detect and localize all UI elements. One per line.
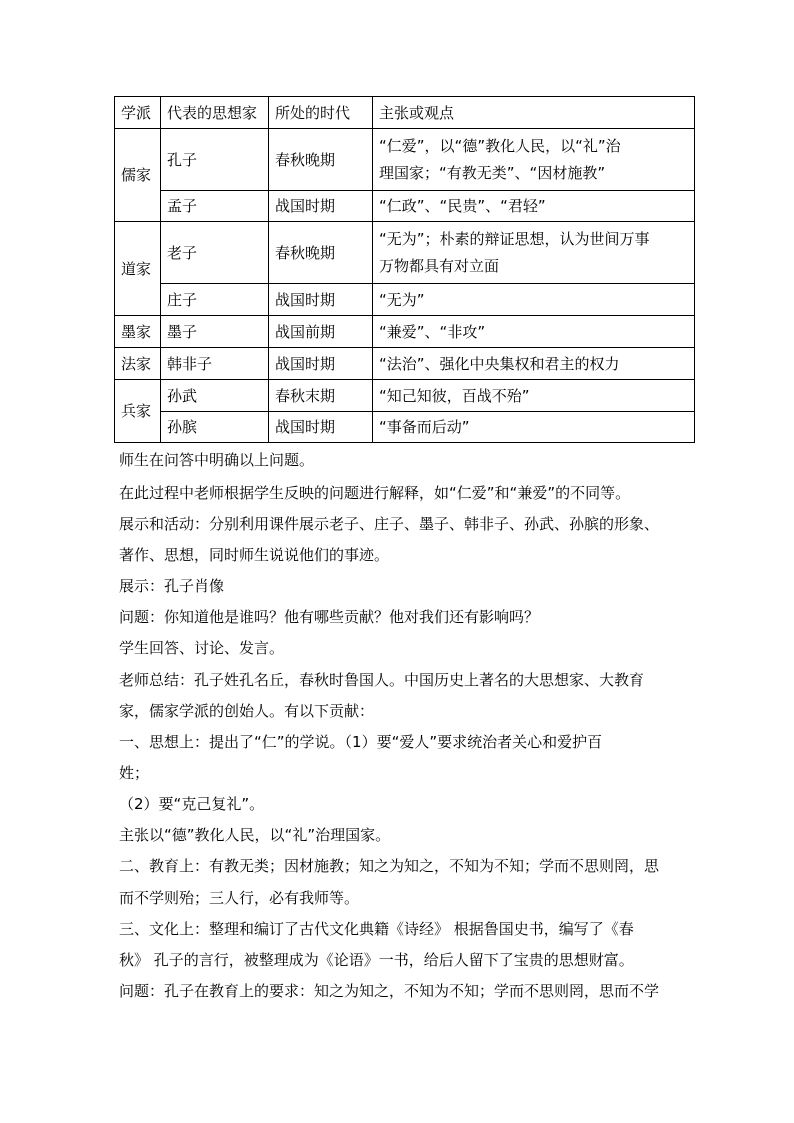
view-cell: “法治”、强化中央集权和君主的权力 xyxy=(373,348,695,380)
era-cell: 战国前期 xyxy=(269,316,373,348)
table-header-row xyxy=(115,97,695,129)
body-line: 问题：你知道他是谁吗？他有哪些贡献？他对我们还有影响吗？ xyxy=(119,608,540,626)
era-cell: 春秋末期 xyxy=(269,380,373,412)
era-cell: 战国时期 xyxy=(269,191,373,222)
body-line: 师生在问答中明确以上问题。 xyxy=(119,451,315,469)
school-cell: 兵家 xyxy=(115,380,161,443)
body-line: 而不学则殆；三人行，必有我师等。 xyxy=(119,889,360,907)
thinker-cell: 孙武 xyxy=(161,380,269,412)
body-line: 一、思想上：提出了“仁”的学说。（1）要“爱人”要求统治者关心和爱护百 xyxy=(119,733,603,751)
view-line: 万物都具有对立面 xyxy=(379,256,500,275)
thinker-cell: 墨子 xyxy=(161,316,269,348)
table-row xyxy=(115,348,695,380)
school-cell: 道家 xyxy=(115,222,161,316)
body-line: 展示和活动：分别利用课件展示老子、庄子、墨子、韩非子、孙武、孙膑的形象、 xyxy=(119,515,660,533)
school-cell: 儒家 xyxy=(115,129,161,222)
table-row xyxy=(115,222,695,284)
body-line: 展示：孔子肖像 xyxy=(119,577,225,595)
view-line: “仁爱”，以“德”教化人民，以“礼”治 xyxy=(379,136,621,155)
thinker-cell: 老子 xyxy=(161,222,269,284)
view-line: “无为”；朴素的辩证思想，认为世间万事 xyxy=(379,229,650,248)
body-line: 问题：孔子在教育上的要求：知之为知之，不知为不知；学而不思则罔，思而不学 xyxy=(119,982,660,1000)
body-line: 三、文化上：整理和编订了古代文化典籍《诗经》 根据鲁国史书，编写了《春 xyxy=(119,920,634,938)
body-line: 著作、思想，同时师生说说他们的事迹。 xyxy=(119,546,390,564)
philosophy-schools-table xyxy=(114,96,695,443)
thinker-cell: 孔子 xyxy=(161,129,269,191)
view-cell: “仁政”、“民贵”、“君轻” xyxy=(373,191,695,222)
era-cell: 春秋晚期 xyxy=(269,129,373,191)
body-line: 在此过程中老师根据学生反映的问题进行解释，如“仁爱”和“兼爱”的不同等。 xyxy=(119,484,631,502)
body-line: 主张以“德”教化人民，以“礼”治理国家。 xyxy=(119,826,391,844)
table-row xyxy=(115,284,695,316)
table-row xyxy=(115,316,695,348)
header-cell-era: 所处的时代 xyxy=(269,97,373,129)
body-line: 秋》 孔子的言行，被整理成为《论语》一书，给后人留下了宝贵的思想财富。 xyxy=(119,951,634,969)
thinker-cell: 孟子 xyxy=(161,191,269,222)
table-row xyxy=(115,380,695,412)
body-line: 姓； xyxy=(119,764,150,782)
table-row xyxy=(115,191,695,222)
view-cell: “知己知彼，百战不殆” xyxy=(373,380,695,412)
table-row xyxy=(115,129,695,191)
era-cell: 战国时期 xyxy=(269,348,373,380)
body-line: 家，儒家学派的创始人。有以下贡献： xyxy=(119,702,375,720)
body-line: 二、教育上：有教无类；因材施教；知之为知之，不知为不知；学而不思则罔，思 xyxy=(119,857,660,875)
era-cell: 春秋晚期 xyxy=(269,222,373,284)
thinker-cell: 孙膑 xyxy=(161,412,269,443)
header-cell-thinker: 代表的思想家 xyxy=(161,97,269,129)
view-cell: “无为” xyxy=(373,284,695,316)
school-cell: 法家 xyxy=(115,348,161,380)
header-cell-view: 主张或观点 xyxy=(373,97,695,129)
body-line: 老师总结：孔子姓孔名丘，春秋时鲁国人。中国历史上著名的大思想家、大教育 xyxy=(119,671,645,689)
era-cell: 战国时期 xyxy=(269,412,373,443)
era-cell: 战国时期 xyxy=(269,284,373,316)
view-cell xyxy=(373,222,695,284)
thinker-cell: 庄子 xyxy=(161,284,269,316)
view-cell: “事备而后动” xyxy=(373,412,695,443)
view-cell xyxy=(373,129,695,191)
school-cell: 墨家 xyxy=(115,316,161,348)
view-cell: “兼爱”、“非攻” xyxy=(373,316,695,348)
view-line: 理国家；“有教无类”、“因材施教” xyxy=(379,163,606,182)
table-row xyxy=(115,412,695,443)
header-cell-school: 学派 xyxy=(115,97,161,129)
body-line: （2）要“克己复礼”。 xyxy=(119,795,265,813)
body-line: 学生回答、讨论、发言。 xyxy=(119,639,285,657)
thinker-cell: 韩非子 xyxy=(161,348,269,380)
